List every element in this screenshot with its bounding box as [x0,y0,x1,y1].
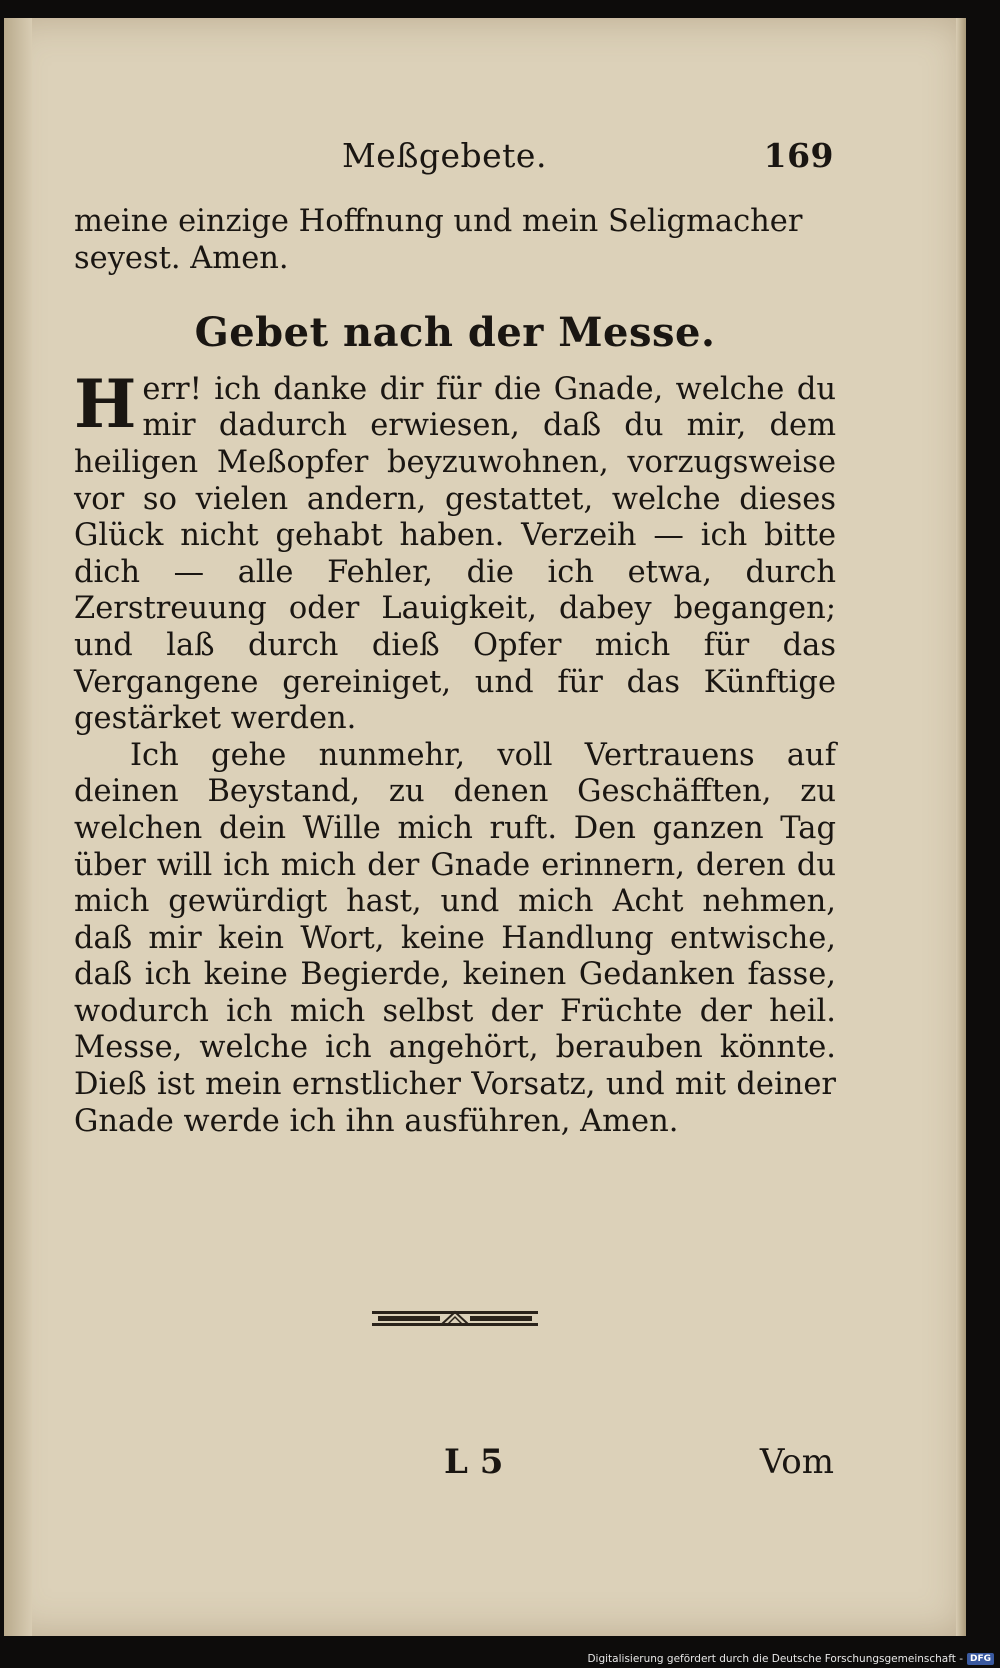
ornament-divider [372,1308,538,1330]
prayer-paragraph-1 [74,364,836,738]
drop-cap: H [74,364,137,443]
running-head-title: Meßgebete. [342,136,547,175]
prayer-paragraph-2: Ich gehe nunmehr, voll Vertrauens auf deinen Beystand, zu denen Geschäfften, zu welchen dein Wille mich ruft. Den ganzen Tag über will ich mich der Gnade erinnern, deren du mich gewürdigt hast, und mich Acht nehmen, daß mir kein Wort, keine Handlung entwische, daß ich keine Begierde, keinen Gedanken fasse, wodurch ich mich selbst der Früchte der heil. Messe, welche ich angehört, berauben könnte. Dieß ist mein ernstlicher Vorsatz, und mit deiner Gnade werde ich ihn ausführen, Amen. [74,737,836,1139]
signature-mark: L 5 [444,1442,504,1482]
page-body [74,204,836,1140]
page-footer [74,1442,834,1492]
prayer-paragraph-1-text: err! ich danke dir für die Gnade, welche du mir dadurch erwiesen, daß du mir, dem heiligen Meßopfer beyzuwohnen, vorzugsweise vor so vielen andern, gestattet, welche dieses Glück nicht gehabt haben. Verzeih — ich bitte dich — alle Fehler, die ich etwa, durch Zerstreuung oder Lauigkeit, dabey begangen; und laß durch dieß Opfer mich für das Vergangene gereiniget, und für das Künftige gestärket werden. [74,371,836,737]
book-page [4,18,966,1636]
digitization-credit [587,1653,994,1665]
section-heading: Gebet nach der Messe. [194,309,716,357]
running-head [74,136,834,186]
page-edge [956,18,966,1636]
carryover-paragraph: meine einzige Hoffnung und mein Seligmacher seyest. Amen. [74,204,803,276]
page-number: 169 [763,136,834,175]
credit-text: Digitalisierung gefördert durch die Deutsche Forschungsgemeinschaft - [587,1653,963,1665]
page-gutter [4,18,32,1636]
dfg-logo-icon: DFG [967,1653,994,1665]
catchword: Vom [759,1442,834,1482]
